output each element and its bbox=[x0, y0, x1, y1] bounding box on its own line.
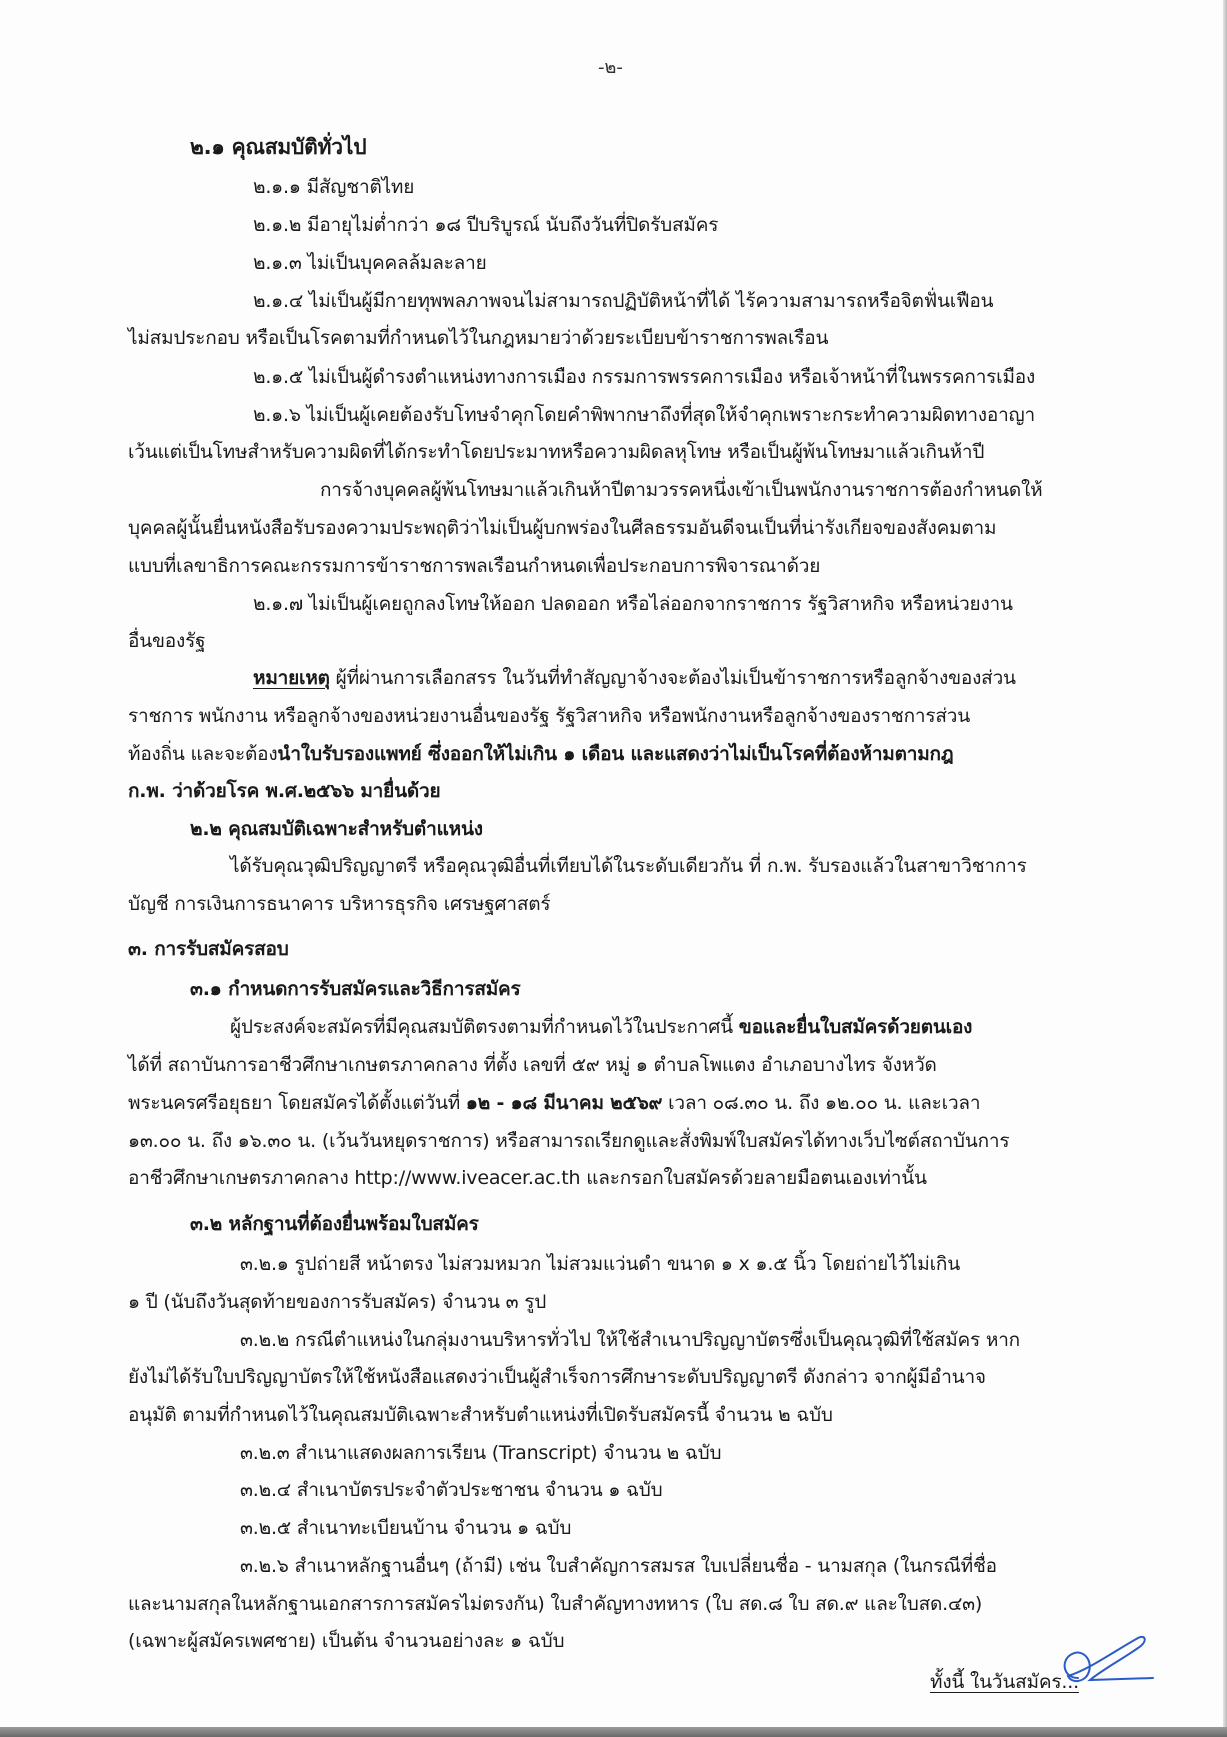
section-3-1-line4: ๑๓.๐๐ น. ถึง ๑๖.๓๐ น. (เว้นวันหยุดราชการ) หรือสามารถเรียกดูและสั่งพิมพ์ใบสมัครได้ทางเว็บไซต์สถาบันการ bbox=[128, 1130, 1010, 1152]
note-line4: ก.พ. ว่าด้วยโรค พ.ศ.๒๕๖๖ มายื่นด้วย bbox=[128, 780, 441, 802]
item-2-1-5: ๒.๑.๕ ไม่เป็นผู้ดำรงตำแหน่งทางการเมือง กรรมการพรรคการเมือง หรือเจ้าหน้าที่ในพรรคการเมือง bbox=[253, 366, 1036, 388]
item-3-2-5: ๓.๒.๕ สำเนาทะเบียนบ้าน จำนวน ๑ ฉบับ bbox=[240, 1517, 572, 1539]
section-3-1-line3 bbox=[128, 1089, 980, 1117]
section-3-1-line3-b: เวลา ๐๘.๓๐ น. ถึง ๑๒.๐๐ น. และเวลา bbox=[662, 1092, 981, 1114]
item-3-2-2-line2: ยังไม่ได้รับใบปริญญาบัตรให้ใช้หนังสือแสดงว่าเป็นผู้สำเร็จการศึกษาระดับปริญญาตรี ดังกล่าว จากผู้มีอำนาจ bbox=[128, 1366, 986, 1388]
section-2-1-heading: ๒.๑ คุณสมบัติทั่วไป bbox=[190, 135, 367, 159]
note-line3 bbox=[128, 740, 953, 768]
section-2-2-line1: ได้รับคุณวุฒิปริญญาตรี หรือคุณวุฒิอื่นที่เทียบได้ในระดับเดียวกัน ที่ ก.พ. รับรองแล้วในสาขาวิชาการ bbox=[230, 855, 1027, 877]
section-3-1-line1 bbox=[230, 1013, 972, 1041]
item-3-2-6-line3: (เฉพาะผู้สมัครเพศชาย) เป็นต้น จำนวนอย่างละ ๑ ฉบับ bbox=[128, 1630, 565, 1652]
section-3-1-line1-text: ผู้ประสงค์จะสมัครที่มีคุณสมบัติตรงตามที่กำหนดไว้ในประกาศนี้ bbox=[230, 1016, 739, 1038]
note-label: หมายเหตุ bbox=[253, 667, 330, 689]
item-2-1-1: ๒.๑.๑ มีสัญชาติไทย bbox=[253, 176, 415, 198]
note-line3-text: ท้องถิ่น และจะต้อง bbox=[128, 743, 278, 765]
section-3-1-line3-a: พระนครศรีอยุธยา โดยสมัครได้ตั้งแต่วันที่ bbox=[128, 1092, 466, 1114]
item-3-2-1-line1: ๓.๒.๑ รูปถ่ายสี หน้าตรง ไม่สวมหมวก ไม่สวมแว่นดำ ขนาด ๑ x ๑.๕ นิ้ว โดยถ่ายไว้ไม่เกิน bbox=[240, 1253, 960, 1275]
item-2-1-6-line4: บุคคลผู้นั้นยื่นหนังสือรับรองความประพฤติว่าไม่เป็นผู้บกพร่องในศีลธรรมอันดีจนเป็นที่น่ารังเกียจของสังคมตาม bbox=[128, 517, 997, 539]
section-3-1-line5-a: อาชีวศึกษาเกษตรภาคกลาง bbox=[128, 1167, 355, 1189]
continuation-text: ทั้งนี้ ในวันสมัคร... bbox=[930, 1671, 1079, 1693]
note-line1-text: ผู้ที่ผ่านการเลือกสรร ในวันที่ทำสัญญาจ้างจะต้องไม่เป็นข้าราชการหรือลูกจ้างของส่วน bbox=[329, 667, 1016, 689]
scan-edge-bottom bbox=[0, 1727, 1227, 1737]
item-3-2-6-line1: ๓.๒.๖ สำเนาหลักฐานอื่นๆ (ถ้ามี) เช่น ใบสำคัญการสมรส ใบเปลี่ยนชื่อ - นามสกุล (ในกรณีที่ชื่อ bbox=[240, 1555, 997, 1577]
application-dates: ๑๒ - ๑๘ มีนาคม ๒๕๖๙ bbox=[465, 1092, 663, 1114]
item-2-1-6-line2: เว้นแต่เป็นโทษสำหรับความผิดที่ได้กระทำโดยประมาทหรือความผิดลหุโทษ หรือเป็นผู้พ้นโทษมาแล้วเกินห้าปี bbox=[128, 441, 985, 463]
section-3-2-heading: ๓.๒ หลักฐานที่ต้องยื่นพร้อมใบสมัคร bbox=[190, 1213, 479, 1235]
item-2-1-4-line1: ๒.๑.๔ ไม่เป็นผู้มีกายทุพพลภาพจนไม่สามารถปฏิบัติหน้าที่ได้ ไร้ความสามารถหรือจิตฟั่นเฟือน bbox=[253, 290, 994, 312]
item-2-1-2: ๒.๑.๒ มีอายุไม่ต่ำกว่า ๑๘ ปีบริบูรณ์ นับถึงวันที่ปิดรับสมัคร bbox=[253, 214, 719, 236]
scan-edge-right bbox=[1223, 0, 1227, 1737]
item-2-1-3: ๒.๑.๓ ไม่เป็นบุคคลล้มละลาย bbox=[253, 252, 487, 274]
item-2-1-7-line1: ๒.๑.๗ ไม่เป็นผู้เคยถูกลงโทษให้ออก ปลดออก หรือไล่ออกจากราชการ รัฐวิสาหกิจ หรือหน่วยงาน bbox=[253, 593, 1013, 615]
note-line1 bbox=[253, 664, 1016, 692]
item-2-1-7-line2: อื่นของรัฐ bbox=[128, 630, 206, 652]
section-3-1-line5 bbox=[128, 1164, 927, 1192]
section-3-1-line5-b: และกรอกใบสมัครด้วยลายมือตนเองเท่านั้น bbox=[580, 1167, 927, 1189]
item-3-2-4: ๓.๒.๔ สำเนาบัตรประจำตัวประชาชน จำนวน ๑ ฉบับ bbox=[240, 1479, 663, 1501]
signature-icon bbox=[1058, 1630, 1158, 1690]
item-3-2-1-line2: ๑ ปี (นับถึงวันสุดท้ายของการรับสมัคร) จำนวน ๓ รูป bbox=[128, 1291, 547, 1313]
section-2-2-line2: บัญชี การเงินการธนาคาร บริหารธุรกิจ เศรษฐศาสตร์ bbox=[128, 893, 551, 915]
section-3-heading: ๓. การรับสมัครสอบ bbox=[128, 938, 289, 960]
item-2-1-6-line5: แบบที่เลขาธิการคณะกรรมการข้าราชการพลเรือนกำหนดเพื่อประกอบการพิจารณาด้วย bbox=[128, 555, 821, 577]
page-number: -๒- bbox=[598, 57, 623, 78]
section-3-1-line1-bold: ขอและยื่นใบสมัครด้วยตนเอง bbox=[738, 1016, 973, 1038]
item-3-2-2-line1: ๓.๒.๒ กรณีตำแหน่งในกลุ่มงานบริหารทั่วไป ให้ใช้สำเนาปริญญาบัตรซึ่งเป็นคุณวุฒิที่ใช้สมัคร หาก bbox=[240, 1329, 1020, 1351]
section-3-1-line2: ได้ที่ สถาบันการอาชีวศึกษาเกษตรภาคกลาง ที่ตั้ง เลขที่ ๕๙ หมู่ ๑ ตำบลโพแตง อำเภอบางไทร จังหวัด bbox=[128, 1054, 937, 1076]
note-line2: ราชการ พนักงาน หรือลูกจ้างของหน่วยงานอื่นของรัฐ รัฐวิสาหกิจ หรือพนักงานหรือลูกจ้างของราชการส่วน bbox=[128, 705, 971, 727]
note-line3-bold: นำใบรับรองแพทย์ ซึ่งออกให้ไม่เกิน ๑ เดือน และแสดงว่าไม่เป็นโรคที่ต้องห้ามตามกฎ bbox=[277, 743, 954, 765]
item-2-1-6-line1: ๒.๑.๖ ไม่เป็นผู้เคยต้องรับโทษจำคุกโดยคำพิพากษาถึงที่สุดให้จำคุกเพราะกระทำความผิดทางอาญา bbox=[253, 404, 1036, 426]
section-2-2-heading: ๒.๒ คุณสมบัติเฉพาะสำหรับตำแหน่ง bbox=[190, 818, 483, 840]
item-3-2-6-line2: และนามสกุลในหลักฐานเอกสารการสมัครไม่ตรงกัน) ใบสำคัญทางทหาร (ใบ สด.๘ ใบ สด.๙ และใบสด.๔๓) bbox=[128, 1593, 983, 1615]
item-2-1-6-line3: การจ้างบุคคลผู้พ้นโทษมาแล้วเกินห้าปีตามวรรคหนึ่งเข้าเป็นพนักงานราชการต้องกำหนดให้ bbox=[320, 479, 1043, 501]
item-3-2-2-line3: อนุมัติ ตามที่กำหนดไว้ในคุณสมบัติเฉพาะสำหรับตำแหน่งที่เปิดรับสมัครนี้ จำนวน ๒ ฉบับ bbox=[128, 1404, 833, 1426]
item-2-1-4-line2: ไม่สมประกอบ หรือเป็นโรคตามที่กำหนดไว้ในกฎหมายว่าด้วยระเบียบข้าราชการพลเรือน bbox=[128, 327, 829, 349]
website-url: http://www.iveacer.ac.th bbox=[354, 1167, 581, 1189]
item-3-2-3: ๓.๒.๓ สำเนาแสดงผลการเรียน (Transcript) จำนวน ๒ ฉบับ bbox=[240, 1442, 722, 1464]
section-3-1-heading: ๓.๑ กำหนดการรับสมัครและวิธีการสมัคร bbox=[190, 978, 521, 1000]
